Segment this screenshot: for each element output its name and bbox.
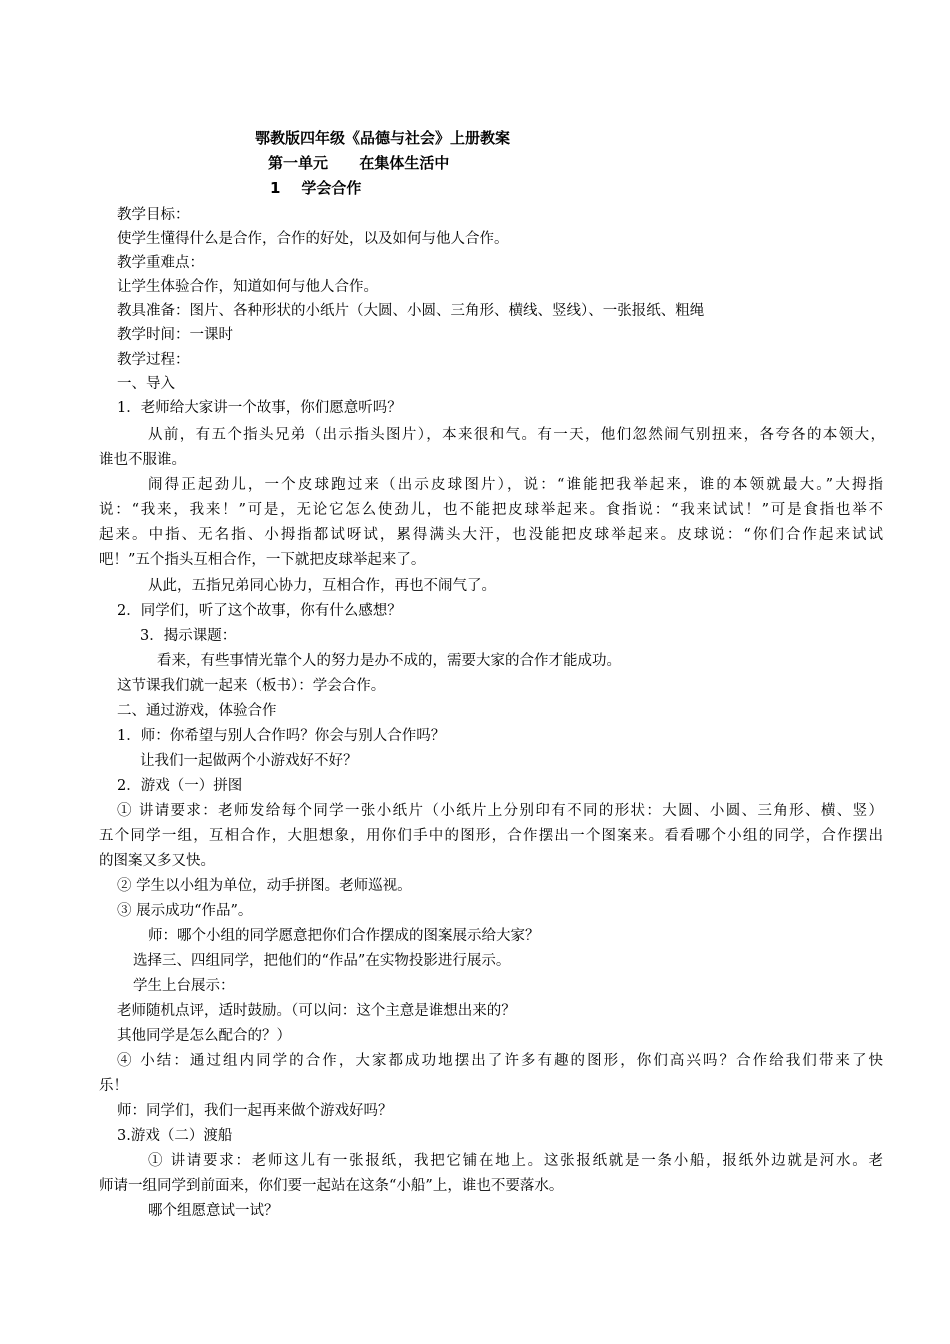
text-line: 使学生懂得什么是合作，合作的好处，以及如何与他人合作。 — [117, 231, 509, 247]
unit-title: 第一单元 在集体生活中 — [268, 154, 450, 172]
text-line: 3．揭示课题： — [140, 628, 237, 644]
text-line: 1．师：你希望与别人合作吗？你会与别人合作吗？ — [117, 728, 446, 744]
text-line: 老师随机点评，适时鼓励。（可以问：这个主意是谁想出来的？ — [117, 1003, 516, 1019]
text-line: 这节课我们就一起来（板书）：学会合作。 — [117, 678, 386, 694]
text-line: 教具准备：图片、各种形状的小纸片（大圆、小圆、三角形、横线、竖线）、一张报纸、粗绳 — [117, 303, 705, 319]
text-line: 教学目标： — [117, 207, 190, 223]
text-line: 师：哪个小组的同学愿意把你们合作摆成的图案展示给大家？ — [148, 928, 540, 944]
document-title: 鄂教版四年级《品德与社会》上册教案 — [255, 129, 511, 147]
text-line: 谁也不服谁。 — [99, 452, 186, 468]
text-line: 的图案又多又快。 — [99, 853, 215, 869]
text-line: 从此，五指兄弟同心协力，互相合作，再也不闹气了。 — [148, 578, 496, 594]
text-line: 选择三、四组同学，把他们的“作品”在实物投影进行展示。 — [133, 953, 511, 969]
text-line: 看来，有些事情光靠个人的努力是办不成的，需要大家的合作才能成功。 — [157, 653, 621, 669]
text-line: 闹得正起劲儿，一个皮球跑过来（出示皮球图片），说：“谁能把我举起来，谁的本领就最大。”大拇指 — [148, 477, 883, 493]
text-line: ③ 展示成功“作品”。 — [117, 903, 253, 919]
text-line: 3.游戏（二）渡船 — [117, 1128, 233, 1144]
text-line: ① 讲请要求：老师这儿有一张报纸，我把它铺在地上。这张报纸就是一条小船，报纸外边就是河水。老 — [148, 1153, 883, 1169]
text-line: 起来。中指、无名指、小拇指都试呀试，累得满头大汗，也没能把皮球举起来。皮球说：“你们合作起来试试 — [99, 527, 883, 543]
text-line: 2．同学们，听了这个故事，你有什么感想？ — [117, 603, 402, 619]
text-line: 吧！”五个指头互相合作，一下就把皮球举起来了。 — [99, 552, 426, 568]
text-line: 1．老师给大家讲一个故事，你们愿意听吗？ — [117, 400, 402, 416]
text-line: 师：同学们，我们一起再来做个游戏好吗？ — [117, 1103, 393, 1119]
text-line: 教学时间：一课时 — [117, 327, 233, 343]
text-line: 教学重难点： — [117, 255, 204, 271]
text-line: 师请一组同学到前面来，你们要一起站在这条“小船”上，谁也不要落水。 — [99, 1178, 564, 1194]
text-line: 说：“我来，我来！”可是，无论它怎么使劲儿，也不能把皮球举起来。食指说：“我来试试！”可是食指也举不 — [99, 502, 883, 518]
text-line: ① 讲请要求：老师发给每个同学一张小纸片（小纸片上分别印有不同的形状：大圆、小圆、三角形、横、竖） — [117, 803, 883, 819]
text-line: 其他同学是怎么配合的？） — [117, 1028, 291, 1044]
text-line: ② 学生以小组为单位，动手拼图。老师巡视。 — [117, 878, 412, 894]
lesson-title: 1 学会合作 — [270, 179, 362, 197]
text-line: 让学生体验合作，知道如何与他人合作。 — [117, 279, 378, 295]
text-line: 学生上台展示： — [133, 978, 235, 994]
text-line: 一、导入 — [117, 376, 175, 392]
text-line: 哪个组愿意试一试？ — [148, 1203, 279, 1219]
text-line: 让我们一起做两个小游戏好不好？ — [140, 753, 358, 769]
text-line: 乐！ — [99, 1078, 128, 1094]
text-line: ④ 小结：通过组内同学的合作，大家都成功地摆出了许多有趣的图形，你们高兴吗？合作给我们带来了快 — [117, 1053, 883, 1069]
text-line: 二、通过游戏，体验合作 — [117, 703, 277, 719]
text-line: 五个同学一组，互相合作，大胆想象，用你们手中的图形，合作摆出一个图案来。看看哪个小组的同学，合作摆出 — [99, 828, 883, 844]
text-line: 从前，有五个指头兄弟（出示指头图片），本来很和气。有一天，他们忽然闹气别扭来，各夸各的本领大， — [148, 427, 885, 443]
text-line: 教学过程： — [117, 352, 190, 368]
text-line: 2．游戏（一）拼图 — [117, 778, 243, 794]
